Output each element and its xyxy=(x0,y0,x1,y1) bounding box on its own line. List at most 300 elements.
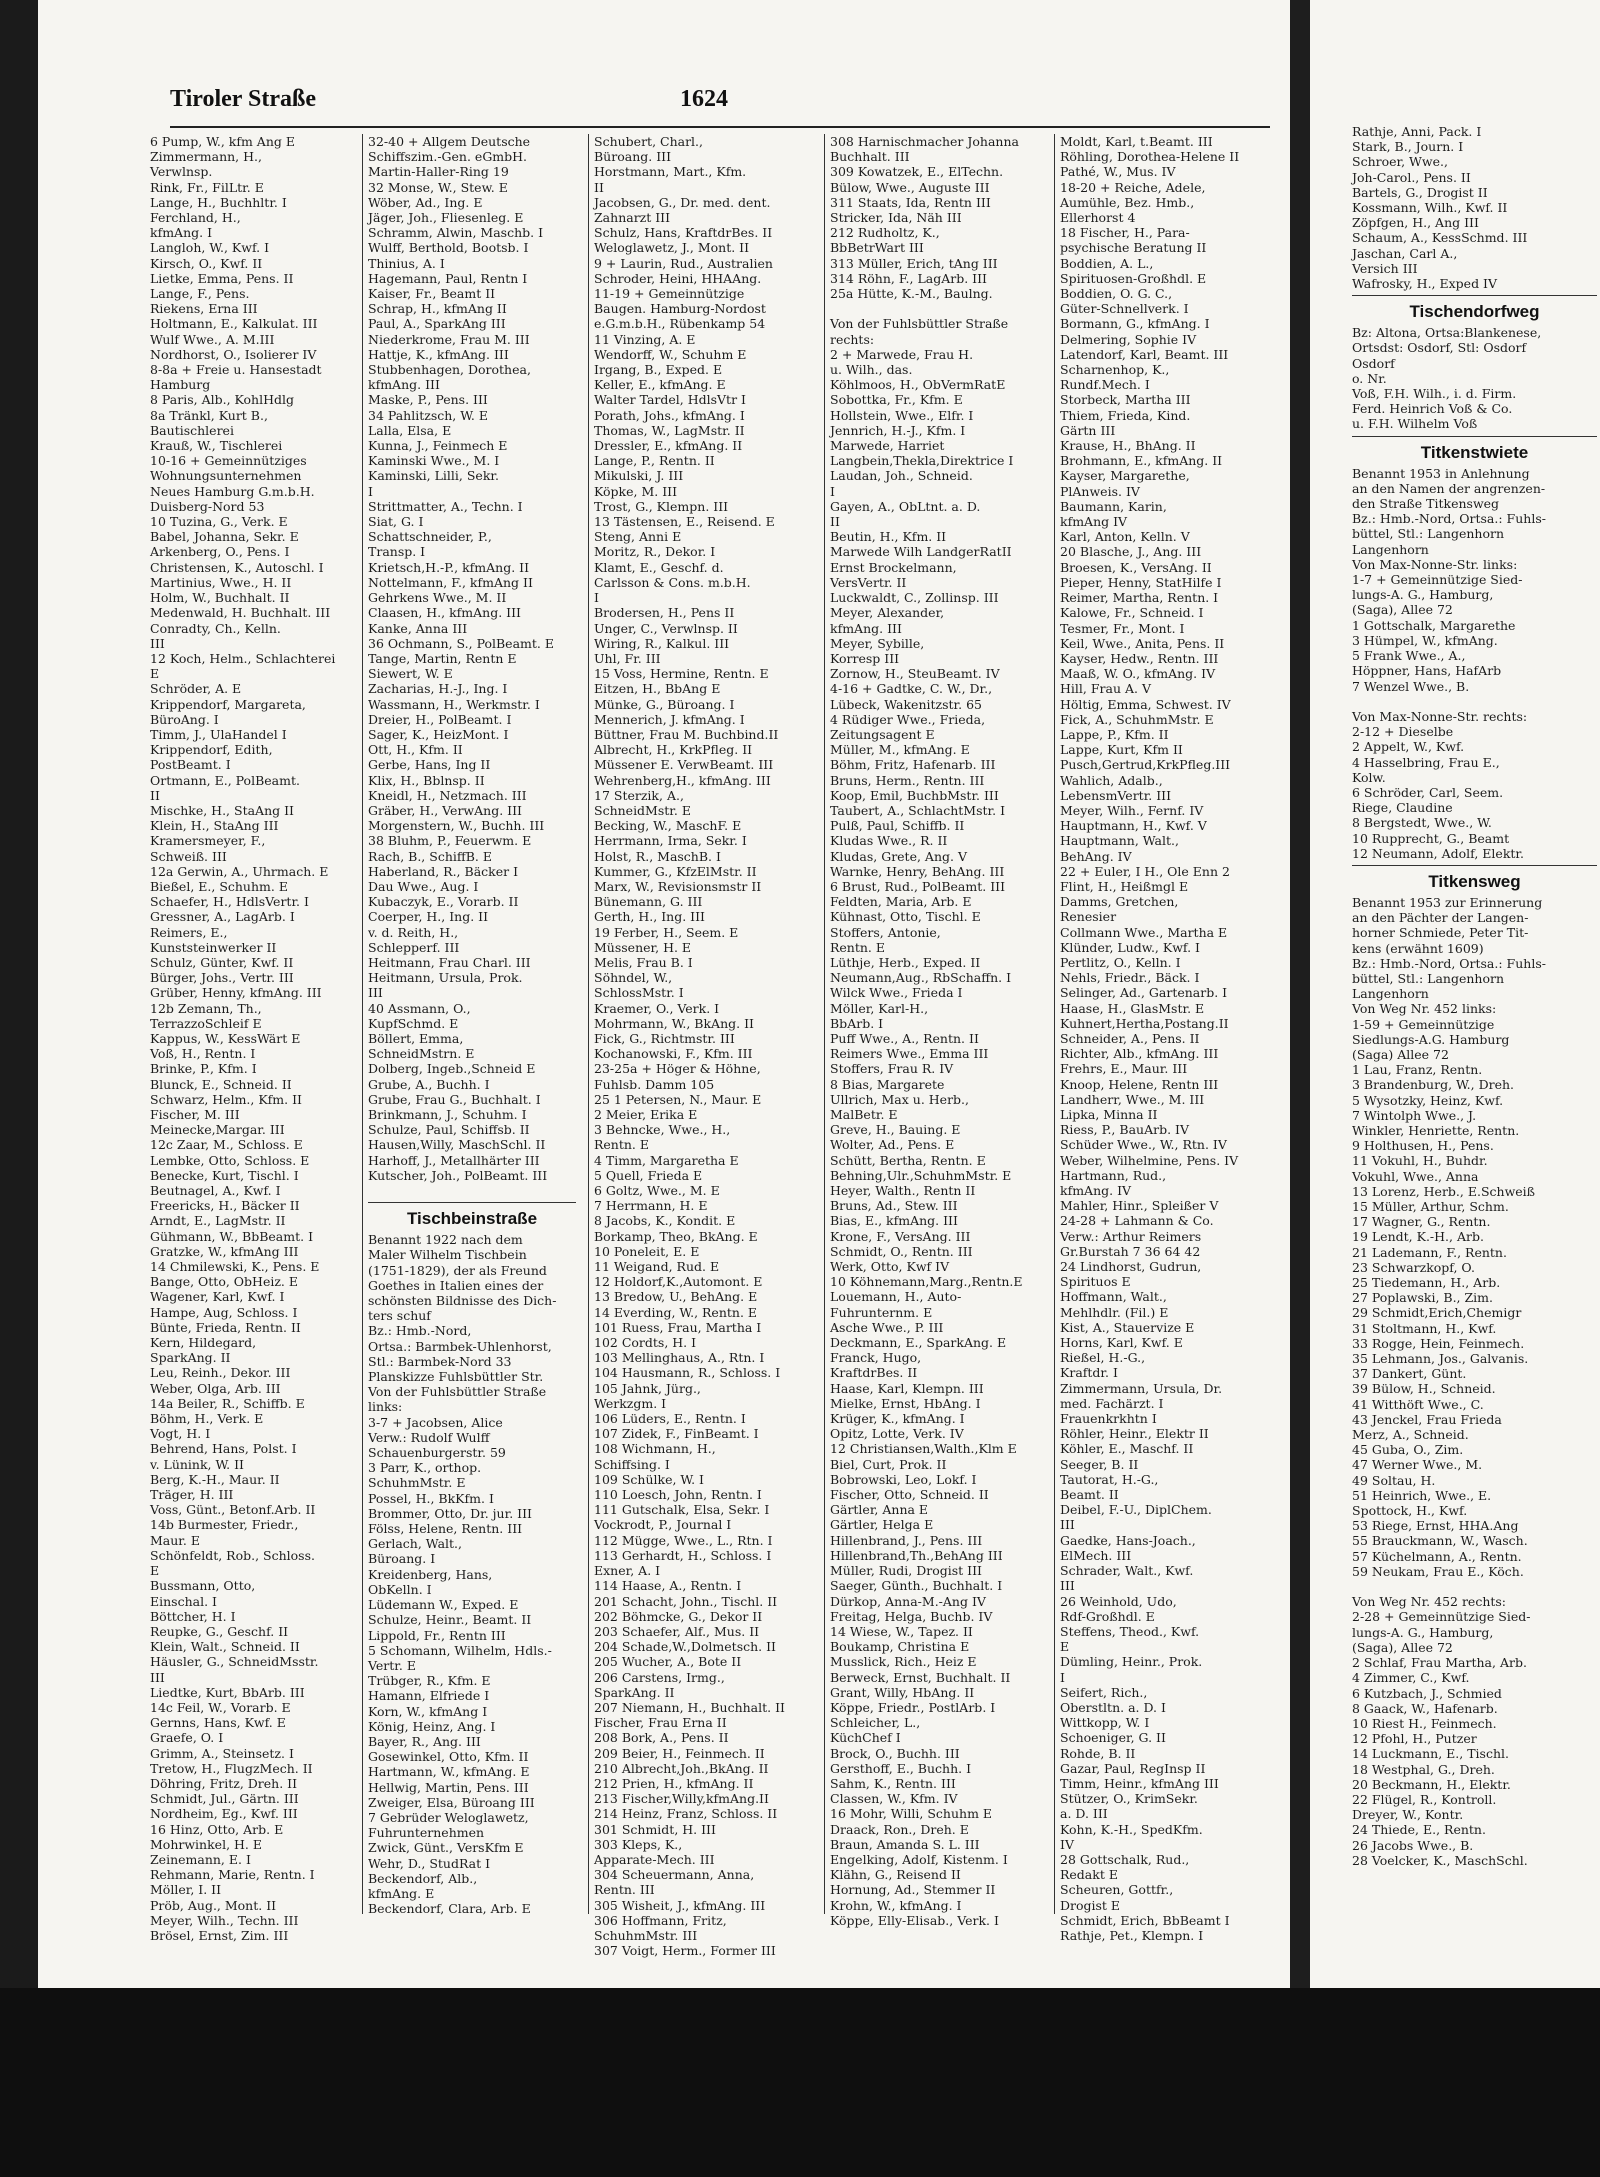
column-5 xyxy=(1060,134,1268,1943)
directory-entry: Delmering, Sophie IV xyxy=(1060,331,1197,347)
directory-entry: Grube, Frau G., Buchhalt. I xyxy=(368,1091,541,1107)
directory-entry: 25 Tiedemann, H., Arb. xyxy=(1352,1275,1501,1291)
directory-entry xyxy=(1352,1579,1597,1594)
directory-entry: 19 Lendt, K.-H., Arb. xyxy=(1352,1229,1484,1245)
directory-entry: 53 Riege, Ernst, HHA.Ang xyxy=(1352,1518,1519,1534)
directory-entry: Brösel, Ernst, Zim. III xyxy=(150,1927,289,1943)
directory-entry: 11-19 + Gemeinnützige xyxy=(594,286,745,302)
directory-entry: Heitmann, Ursula, Prok. xyxy=(368,970,523,986)
directory-entry: Hattje, K., kfmAng. III xyxy=(368,346,509,362)
directory-entry: 7 Herrmann, H. E xyxy=(594,1198,708,1214)
directory-entry: 24 Thiede, E., Rentn. xyxy=(1352,1822,1486,1838)
directory-entry: KüchChef I xyxy=(830,1730,901,1746)
directory-entry: den Straße Titkensweg xyxy=(1352,496,1500,512)
page-number: 1624 xyxy=(680,86,728,112)
directory-entry: Meyer, Wilh., Techn. III xyxy=(150,1912,299,1928)
directory-entry: Walter Tardel, HdlsVtr I xyxy=(594,392,746,408)
directory-entry: Brohmann, E., kfmAng. II xyxy=(1060,453,1223,469)
directory-entry: Rentn. E xyxy=(830,939,886,955)
directory-entry: Wohnungsunternehmen xyxy=(150,468,302,484)
directory-entry: 6 Brust, Rud., PolBeamt. III xyxy=(830,878,1006,894)
directory-entry: III xyxy=(368,985,383,1001)
directory-entry: 24-28 + Lahmann & Co. xyxy=(1060,1213,1214,1229)
directory-entry: PlAnweis. IV xyxy=(1060,483,1140,499)
directory-entry: Schattschneider, P., xyxy=(368,529,492,545)
directory-entry: Mikulski, J. III xyxy=(594,468,684,484)
directory-entry: Storbeck, Martha III xyxy=(1060,392,1191,408)
directory-entry: Köhler, E., Maschf. II xyxy=(1060,1441,1194,1457)
directory-entry: Tretow, H., FlugzMech. II xyxy=(150,1760,313,1776)
directory-entry: SchneidMstr. E xyxy=(594,802,691,818)
directory-entry: 36 Ochmann, S., PolBeamt. E xyxy=(368,635,554,651)
directory-entry: Flint, H., Heißmgl E xyxy=(1060,878,1189,894)
directory-entry: 20 Blasche, J., Ang. III xyxy=(1060,544,1202,560)
directory-entry: Bobrowski, Leo, Lokf. I xyxy=(830,1471,977,1487)
directory-entry: Fuhrunternm. E xyxy=(830,1304,933,1320)
directory-entry: 307 Voigt, Herm., Former III xyxy=(594,1943,776,1959)
directory-entry: 303 Kleps, K., xyxy=(594,1836,683,1852)
directory-entry: Berg, K.-H., Maur. II xyxy=(150,1471,280,1487)
directory-entry: Büroang. III xyxy=(594,149,672,165)
directory-entry: Deckmann, E., SparkAng. E xyxy=(830,1335,1007,1351)
directory-entry: Schröder, A. E xyxy=(150,681,242,697)
page-header xyxy=(170,86,1270,122)
directory-entry: BüroAng. I xyxy=(150,711,219,727)
directory-entry: Paul, A., SparkAng III xyxy=(368,316,506,332)
street-section-title: Tischendorfweg xyxy=(1409,302,1540,322)
directory-entry: Wöber, Ad., Ing. E xyxy=(368,194,483,210)
directory-entry: Köpke, M. III xyxy=(594,483,678,499)
directory-entry: 37 Dankert, Günt. xyxy=(1352,1366,1467,1382)
directory-entry: Gärtler, Anna E xyxy=(830,1502,929,1518)
directory-entry: 6 Pump, W., kfm Ang E xyxy=(150,134,295,149)
directory-entry: Krause, H., BhAng. II xyxy=(1060,438,1196,454)
directory-entry: Kaminski, Lilli, Sekr. xyxy=(368,468,499,484)
directory-entry: 4 Hasselbring, Frau E., xyxy=(1352,754,1500,770)
directory-entry: 25a Hütte, K.-M., Baulng. xyxy=(830,286,993,302)
directory-entry: Deibel, F.-U., DiplChem. xyxy=(1060,1502,1212,1518)
directory-entry: Bruns, Ad., Stew. III xyxy=(830,1198,958,1214)
directory-entry: Behrend, Hans, Polst. I xyxy=(150,1441,297,1457)
directory-entry: büttel, Stl.: Langenhorn xyxy=(1352,970,1505,986)
directory-entry: Krippendorf, Edith, xyxy=(150,742,273,758)
directory-entry: 12 Holdorf,K.,Automont. E xyxy=(594,1274,763,1290)
directory-entry: Spirituos E xyxy=(1060,1274,1131,1290)
directory-entry: Dreier, H., PolBeamt. I xyxy=(368,711,512,727)
directory-entry: Zimmermann, Ursula, Dr. xyxy=(1060,1380,1223,1396)
directory-entry: Kaminski Wwe., M. I xyxy=(368,453,500,469)
directory-entry: Schütt, Bertha, Rentn. E xyxy=(830,1152,986,1168)
directory-entry: 41 Witthöft Wwe., C. xyxy=(1352,1396,1484,1412)
directory-entry: Gressner, A., LagArb. I xyxy=(150,909,295,925)
directory-entry: Nehls, Friedr., Bäck. I xyxy=(1060,970,1200,986)
directory-entry: TerrazzoSchleif E xyxy=(150,1015,262,1031)
directory-entry: 43 Jenckel, Frau Frieda xyxy=(1352,1411,1502,1427)
directory-entry: Arndt, E., LagMstr. II xyxy=(150,1213,286,1229)
directory-entry: Merz, A., Schneid. xyxy=(1352,1427,1469,1443)
directory-entry: Timm, Heinr., kfmAng III xyxy=(1060,1775,1219,1791)
directory-entry: 17 Sterzik, A., xyxy=(594,787,684,803)
directory-entry: Leu, Reinh., Dekor. III xyxy=(150,1365,291,1381)
directory-entry: I xyxy=(1060,1669,1065,1685)
directory-entry: Kayser, Hedw., Rentn. III xyxy=(1060,650,1219,666)
directory-entry: Mahler, Hinr., Spleißer V xyxy=(1060,1198,1219,1214)
directory-entry: 40 Assmann, O., xyxy=(368,1000,471,1016)
directory-entry: Kappus, W., KessWärt E xyxy=(150,1030,301,1046)
directory-entry: Bruns, Herm., Rentn. III xyxy=(830,772,985,788)
directory-entry: Lalla, Elsa, E xyxy=(368,422,452,438)
directory-entry: 21 Lademann, F., Rentn. xyxy=(1352,1244,1507,1260)
directory-entry: Bießel, E., Schuhm. E xyxy=(150,878,288,894)
directory-entry: 10-16 + Gemeinnütziges xyxy=(150,453,307,469)
directory-entry: Martin-Haller-Ring 19 xyxy=(368,164,509,180)
directory-entry: 110 Loesch, John, Rentn. I xyxy=(594,1487,762,1503)
directory-entry: Lüdemann W., Exped. E xyxy=(368,1597,519,1613)
directory-entry: Pathé, W., Mus. IV xyxy=(1060,164,1176,180)
directory-entry: Träger, H. III xyxy=(150,1487,234,1503)
directory-entry: lungs-A. G., Hamburg, xyxy=(1352,587,1494,603)
directory-entry: 204 Schade,W.,Dolmetsch. II xyxy=(594,1639,776,1655)
directory-entry: 2-28 + Gemeinnützige Sied- xyxy=(1352,1609,1531,1625)
directory-entry: 203 Schaefer, Alf., Mus. II xyxy=(594,1623,760,1639)
directory-entry: Kayser, Margarethe, xyxy=(1060,468,1190,484)
directory-entry: Beckendorf, Clara, Arb. E xyxy=(368,1901,531,1917)
directory-entry: Langenhorn xyxy=(1352,986,1429,1002)
directory-entry: Strittmatter, A., Techn. I xyxy=(368,498,523,514)
directory-entry: Bünemann, G. III xyxy=(594,894,703,910)
directory-entry: Mielke, Ernst, HbAng. I xyxy=(830,1395,981,1411)
directory-entry: 301 Schmidt, H. III xyxy=(594,1821,716,1837)
directory-entry: Bürger, Johs., Vertr. III xyxy=(150,970,294,986)
directory-entry: Fischer, Otto, Schneid. II xyxy=(830,1487,989,1503)
directory-entry: Voß, F.H. Wilh., i. d. Firm. xyxy=(1352,386,1517,402)
directory-entry: (1751-1829), der als Freund xyxy=(368,1262,547,1278)
directory-entry: Bussmann, Otto, xyxy=(150,1578,256,1594)
directory-entry: Drogist E xyxy=(1060,1897,1121,1913)
directory-entry: Koop, Emil, BuchbMstr. III xyxy=(830,787,999,803)
directory-entry: an den Namen der angrenzen- xyxy=(1352,480,1546,496)
column-divider xyxy=(362,134,363,1914)
directory-entry: Gaedke, Hans-Joach., xyxy=(1060,1532,1196,1548)
directory-entry: Kuhnert,Hertha,Postang.II xyxy=(1060,1015,1229,1031)
directory-entry: Fick, A., SchuhmMstr. E xyxy=(1060,711,1214,727)
directory-entry: Hillenbrand,Th.,BehAng III xyxy=(830,1547,1003,1563)
directory-entry: Becking, W., MaschF. E xyxy=(594,818,742,834)
directory-entry: Haase, H., GlasMstr. E xyxy=(1060,1000,1205,1016)
directory-entry: 10 Tuzina, G., Verk. E xyxy=(150,514,288,530)
directory-entry: 305 Wisheit, J., kfmAng. III xyxy=(594,1897,766,1913)
directory-entry: Maler Wilhelm Tischbein xyxy=(368,1247,527,1263)
directory-entry: Dümling, Heinr., Prok. xyxy=(1060,1654,1203,1670)
directory-entry: 212 Prien, H., kfmAng. II xyxy=(594,1775,754,1791)
directory-entry: Böhm, H., Verk. E xyxy=(150,1411,264,1427)
directory-entry: Winkler, Henriette, Rentn. xyxy=(1352,1122,1520,1138)
directory-entry: Haase, Karl, Klempn. III xyxy=(830,1380,984,1396)
directory-entry: (Saga), Allee 72 xyxy=(1352,602,1453,618)
directory-entry: Wahlich, Adalb., xyxy=(1060,772,1163,788)
directory-entry: Schrap, H., kfmAng II xyxy=(368,301,507,317)
directory-entry: Bz.: Hmb.-Nord, xyxy=(368,1323,472,1339)
directory-entry: Mohrwinkel, H. E xyxy=(150,1836,262,1852)
directory-entry: Possel, H., BkKfm. I xyxy=(368,1490,494,1506)
directory-entry: 7 Gebrüder Weloglawetz, xyxy=(368,1809,529,1825)
directory-entry: Bünte, Frieda, Rentn. II xyxy=(150,1319,301,1335)
directory-entry: Rundf.Mech. I xyxy=(1060,377,1150,393)
directory-entry: Benecke, Kurt, Tischl. I xyxy=(150,1167,299,1183)
directory-entry: Bartels, G., Drogist II xyxy=(1352,184,1488,200)
column-1 xyxy=(150,134,358,1943)
directory-entry: Hampe, Aug, Schloss. I xyxy=(150,1304,298,1320)
directory-entry: 32-40 + Allgem Deutsche xyxy=(368,134,531,149)
directory-entry: Köhlmoos, H., ObVermRatE xyxy=(830,377,1006,393)
directory-entry: Dressler, E., kfmAng. II xyxy=(594,438,743,454)
directory-entry: 5 Frank Wwe., A., xyxy=(1352,648,1466,664)
directory-entry: rechts: xyxy=(830,331,875,347)
directory-entry: Zahnarzt III xyxy=(594,210,671,226)
directory-entry: 2 Schlaf, Frau Martha, Arb. xyxy=(1352,1655,1527,1671)
directory-entry: Moldt, Karl, t.Beamt. III xyxy=(1060,134,1213,149)
directory-entry: Pusch,Gertrud,KrkPfleg.III xyxy=(1060,757,1231,773)
directory-entry: Stoffers, Antonie, xyxy=(830,924,941,940)
directory-entry: Pulß, Paul, Schiffb. II xyxy=(830,818,965,834)
directory-entry: 28 Voelcker, K., MaschSchl. xyxy=(1352,1852,1528,1868)
directory-entry: Klamt, E., Geschf. d. xyxy=(594,559,724,575)
directory-entry: Freitag, Helga, Buchb. IV xyxy=(830,1608,993,1624)
directory-entry: Maur. E xyxy=(150,1532,200,1548)
directory-entry: Wulff, Berthold, Bootsb. I xyxy=(368,240,529,256)
directory-entry: 18 Fischer, H., Para- xyxy=(1060,225,1190,241)
directory-entry: Gerbe, Hans, Ing II xyxy=(368,757,491,773)
directory-entry xyxy=(368,1183,576,1198)
directory-entry: Niederkrome, Frau M. III xyxy=(368,331,530,347)
street-section-title: Titkensweg xyxy=(1428,871,1521,891)
directory-entry: Luckwaldt, C., Zollinsp. III xyxy=(830,590,999,606)
directory-entry: Nottelmann, F., kfmAng II xyxy=(368,574,533,590)
directory-entry: Krietsch,H.-P., kfmAng. II xyxy=(368,559,530,575)
directory-entry: Neumann,Aug., RbSchaffn. I xyxy=(830,970,1012,986)
directory-entry: 7 Wintolph Wwe., J. xyxy=(1352,1107,1477,1123)
directory-entry: 306 Hoffmann, Fritz, xyxy=(594,1912,727,1928)
directory-entry: Büttner, Frau M. Buchbind.II xyxy=(594,726,779,742)
directory-entry: Von Weg Nr. 452 links: xyxy=(1352,1001,1497,1017)
directory-entry: Stubbenhagen, Dorothea, xyxy=(368,362,531,378)
directory-entry: Ortsa.: Barmbek-Uhlenhorst, xyxy=(368,1338,552,1354)
directory-entry: kfmAng. I xyxy=(150,225,213,241)
directory-entry: Krauß, W., Tischlerei xyxy=(150,438,283,454)
directory-entry: Grüber, Henny, kfmAng. III xyxy=(150,985,322,1001)
directory-entry: Kubaczyk, E., Vorarb. II xyxy=(368,894,519,910)
directory-entry: Nordhorst, O., Isolierer IV xyxy=(150,346,317,362)
directory-entry: SparkAng. II xyxy=(594,1684,675,1700)
section-rule xyxy=(1352,436,1597,437)
directory-entry: Krohn, W., kfmAng. I xyxy=(830,1897,962,1913)
directory-entry: Müssener, H. E xyxy=(594,939,692,955)
directory-entry: Mehlhdlr. (Fil.) E xyxy=(1060,1304,1169,1320)
directory-entry: 6 Schröder, Carl, Seem. xyxy=(1352,784,1504,800)
directory-entry: Ellerhorst 4 xyxy=(1060,210,1136,226)
directory-entry: 13 Tästensen, E., Reisend. E xyxy=(594,514,775,530)
directory-entry: Arkenberg, O., Pens. I xyxy=(150,544,290,560)
directory-entry: 213 Fischer,Willy,kfmAng.II xyxy=(594,1791,769,1807)
directory-entry xyxy=(830,301,1038,316)
directory-entry: Meyer, Wilh., Fernf. IV xyxy=(1060,802,1204,818)
directory-entry: Scheuren, Gottfr., xyxy=(1060,1882,1174,1898)
directory-entry: Hartmann, W., kfmAng. E xyxy=(368,1764,530,1780)
directory-entry: Gehrkens Wwe., M. II xyxy=(368,590,507,606)
directory-entry: ters schuf xyxy=(368,1308,431,1324)
directory-entry: ObKelln. I xyxy=(368,1581,432,1597)
directory-entry: Trübger, R., Kfm. E xyxy=(368,1673,491,1689)
directory-entry: 8 Jacobs, K., Kondit. E xyxy=(594,1213,736,1229)
directory-entry: Rink, Fr., FilLtr. E xyxy=(150,179,264,195)
directory-entry: Bormann, G., kfmAng. I xyxy=(1060,316,1210,332)
directory-entry: Maaß, W. O., kfmAng. IV xyxy=(1060,666,1216,682)
directory-entry: Marx, W., Revisionsmstr II xyxy=(594,878,762,894)
directory-entry: Klix, H., Bblnsp. II xyxy=(368,772,485,788)
directory-entry: Karl, Anton, Kelln. V xyxy=(1060,529,1190,545)
directory-entry: 14 Chmilewski, K., Pens. E xyxy=(150,1259,320,1275)
directory-entry: Franck, Hugo, xyxy=(830,1350,922,1366)
directory-entry: Behning,Ulr.,SchuhmMstr. E xyxy=(830,1167,1012,1183)
directory-entry: Wehrenberg,H., kfmAng. III xyxy=(594,772,771,788)
directory-entry: Horstmann, Mart., Kfm. xyxy=(594,164,747,180)
scan-dark-edge xyxy=(0,0,38,2177)
directory-entry: Brodersen, H., Pens II xyxy=(594,605,735,621)
directory-entry: Goethes in Italien eines der xyxy=(368,1277,544,1293)
directory-entry: 16 Hinz, Otto, Arb. E xyxy=(150,1821,284,1837)
directory-entry: 1 Gottschalk, Margarethe xyxy=(1352,617,1516,633)
directory-entry: 4 Timm, Margaretha E xyxy=(594,1152,739,1168)
directory-entry: 15 Voss, Hermine, Rentn. E xyxy=(594,666,769,682)
right-page-column xyxy=(1352,124,1597,1868)
directory-entry: Bautischlerei xyxy=(150,422,234,438)
directory-entry: Schauenburgerstr. 59 xyxy=(368,1445,506,1461)
directory-entry: Langloh, W., Kwf. I xyxy=(150,240,270,256)
directory-entry: 205 Wucher, A., Bote II xyxy=(594,1654,742,1670)
directory-entry: Seeger, B. II xyxy=(1060,1456,1139,1472)
directory-entry: 10 Poneleit, E. E xyxy=(594,1243,700,1259)
directory-entry: Schaefer, H., HdlsVertr. I xyxy=(150,894,309,910)
directory-entry: 19 Ferber, H., Seem. E xyxy=(594,924,739,940)
directory-entry: Brinkmann, J., Schuhm. I xyxy=(368,1107,527,1122)
directory-entry: Kutscher, Joh., PolBeamt. III xyxy=(368,1167,548,1183)
directory-entry: Köppe, Friedr., PostlArb. I xyxy=(830,1699,996,1715)
directory-entry: Lipka, Minna II xyxy=(1060,1107,1158,1122)
directory-entry: Schroer, Wwe., xyxy=(1352,154,1448,170)
directory-entry: Von Max-Nonne-Str. rechts: xyxy=(1352,708,1528,724)
directory-entry: e.G.m.b.H., Rübenkamp 54 xyxy=(594,316,766,332)
directory-entry: Gersthoff, E., Buchh. I xyxy=(830,1760,972,1776)
directory-entry: 7 Wenzel Wwe., B. xyxy=(1352,678,1470,694)
directory-entry: 9 + Laurin, Rud., Australien xyxy=(594,255,773,271)
directory-entry: Döhring, Fritz, Dreh. II xyxy=(150,1775,298,1791)
directory-entry: Steffens, Theod., Kwf. xyxy=(1060,1623,1200,1639)
directory-entry: 3 Parr, K., orthop. xyxy=(368,1460,482,1476)
directory-entry: o. Nr. xyxy=(1352,370,1387,386)
directory-entry: 103 Mellinghaus, A., Rtn. I xyxy=(594,1350,765,1366)
directory-entry: KraftdrBes. II xyxy=(830,1365,918,1381)
directory-entry: Holst, R., MaschB. I xyxy=(594,848,721,864)
directory-entry: 314 Röhn, F., LagArb. III xyxy=(830,270,987,286)
directory-entry: 23 Schwarzkopf, O. xyxy=(1352,1259,1475,1275)
directory-entry: I xyxy=(594,590,599,606)
directory-entry: Seifert, Rich., xyxy=(1060,1684,1148,1700)
directory-entry: kfmAng IV xyxy=(1060,514,1128,530)
directory-entry: Vertr. E xyxy=(368,1657,416,1673)
directory-entry: Musslick, Rich., Heiz E xyxy=(830,1654,977,1670)
directory-entry: Joh-Carol., Pens. II xyxy=(1352,169,1471,185)
directory-entry: Meyer, Alexander, xyxy=(830,605,945,621)
directory-entry: Krüger, K., kfmAng. I xyxy=(830,1411,965,1427)
directory-entry: Schmidt, Erich, BbBeamt I xyxy=(1060,1912,1230,1928)
directory-entry: Wafrosky, H., Exped IV xyxy=(1352,276,1498,292)
directory-entry: Langbein,Thekla,Direktrice I xyxy=(830,453,1014,469)
directory-entry: Wulf Wwe., A. M.III xyxy=(150,331,275,347)
directory-entry: Korn, W., kfmAng I xyxy=(368,1703,488,1719)
directory-entry: 57 Küchelmann, A., Rentn. xyxy=(1352,1548,1522,1564)
directory-entry: 8 Gaack, W., Hafenarb. xyxy=(1352,1700,1498,1716)
directory-entry: 18-20 + Reiche, Adele, xyxy=(1060,179,1206,195)
directory-entry: Fuhrunternehmen xyxy=(368,1825,485,1841)
directory-entry: Kneidl, H., Netzmach. III xyxy=(368,787,527,803)
directory-entry: 12b Zemann, Th., xyxy=(150,1000,262,1016)
directory-entry: Kohn, K.-H., SpedKfm. xyxy=(1060,1821,1203,1837)
directory-entry: I xyxy=(368,483,373,499)
directory-entry: Vokuhl, Wwe., Anna xyxy=(1352,1168,1479,1184)
directory-entry: 209 Beier, H., Feinmech. II xyxy=(594,1745,765,1761)
directory-entry: Söhndel, W., xyxy=(594,970,673,986)
directory-entry: Schmidt, Jul., Gärtn. III xyxy=(150,1791,299,1807)
directory-entry: Jacobsen, G., Dr. med. dent. xyxy=(594,194,771,210)
directory-entry: 4-16 + Gadtke, C. W., Dr., xyxy=(830,681,993,697)
directory-entry: Renesier xyxy=(1060,909,1117,925)
directory-entry: 6 Kutzbach, J., Schmied xyxy=(1352,1685,1502,1701)
directory-entry: 18 Westphal, G., Dreh. xyxy=(1352,1761,1495,1777)
directory-entry: Beckendorf, Alb., xyxy=(368,1870,478,1886)
directory-entry: Schoeniger, G. II xyxy=(1060,1730,1166,1746)
directory-entry: II xyxy=(830,514,840,530)
directory-entry: Grant, Willy, HbAng. II xyxy=(830,1684,975,1700)
directory-entry: 4 Rüdiger Wwe., Frieda, xyxy=(830,711,986,727)
directory-entry: Pröb, Aug., Mont. II xyxy=(150,1897,277,1913)
directory-entry: Pertlitz, O., Kelln. I xyxy=(1060,954,1181,970)
directory-entry: 3-7 + Jacobsen, Alice xyxy=(368,1414,503,1430)
directory-entry: Exner, A. I xyxy=(594,1563,661,1579)
column-4 xyxy=(830,134,1038,1928)
directory-entry: Zweiger, Elsa, Büroang III xyxy=(368,1794,535,1810)
directory-entry: Münke, G., Büroang. I xyxy=(594,696,735,712)
directory-entry: Werk, Otto, Kwf IV xyxy=(830,1259,950,1275)
directory-entry: Trost, G., Klempn. III xyxy=(594,498,729,514)
directory-entry: 210 Albrecht,Joh.,BkAng. II xyxy=(594,1760,769,1776)
directory-entry: Krippendorf, Margareta, xyxy=(150,696,306,712)
directory-entry: Vockrodt, P., Journal I xyxy=(594,1517,732,1533)
directory-entry: II xyxy=(594,179,604,195)
directory-entry: Grimm, A., Steinsetz. I xyxy=(150,1745,294,1761)
directory-entry: Timm, J., UlaHandel I xyxy=(150,726,287,742)
directory-entry: Gerth, H., Ing. III xyxy=(594,909,705,925)
directory-entry: 104 Hausmann, R., Schloss. I xyxy=(594,1365,781,1381)
directory-entry: Draack, Ron., Dreh. E xyxy=(830,1821,969,1837)
directory-entry: Ferchland, H., xyxy=(150,210,241,226)
book-gutter xyxy=(1290,0,1310,1988)
directory-entry: 113 Gerhardt, H., Schloss. I xyxy=(594,1547,772,1563)
directory-entry: Ortsdst: Osdorf, Stl: Osdorf xyxy=(1352,340,1527,356)
directory-entry: Reimers Wwe., Emma III xyxy=(830,1046,989,1062)
directory-entry: Böhm, Fritz, Hafenarb. III xyxy=(830,757,996,773)
directory-entry: Boddien, O. G. C., xyxy=(1060,286,1173,302)
directory-entry: Stoffers, Frau R. IV xyxy=(830,1061,954,1077)
